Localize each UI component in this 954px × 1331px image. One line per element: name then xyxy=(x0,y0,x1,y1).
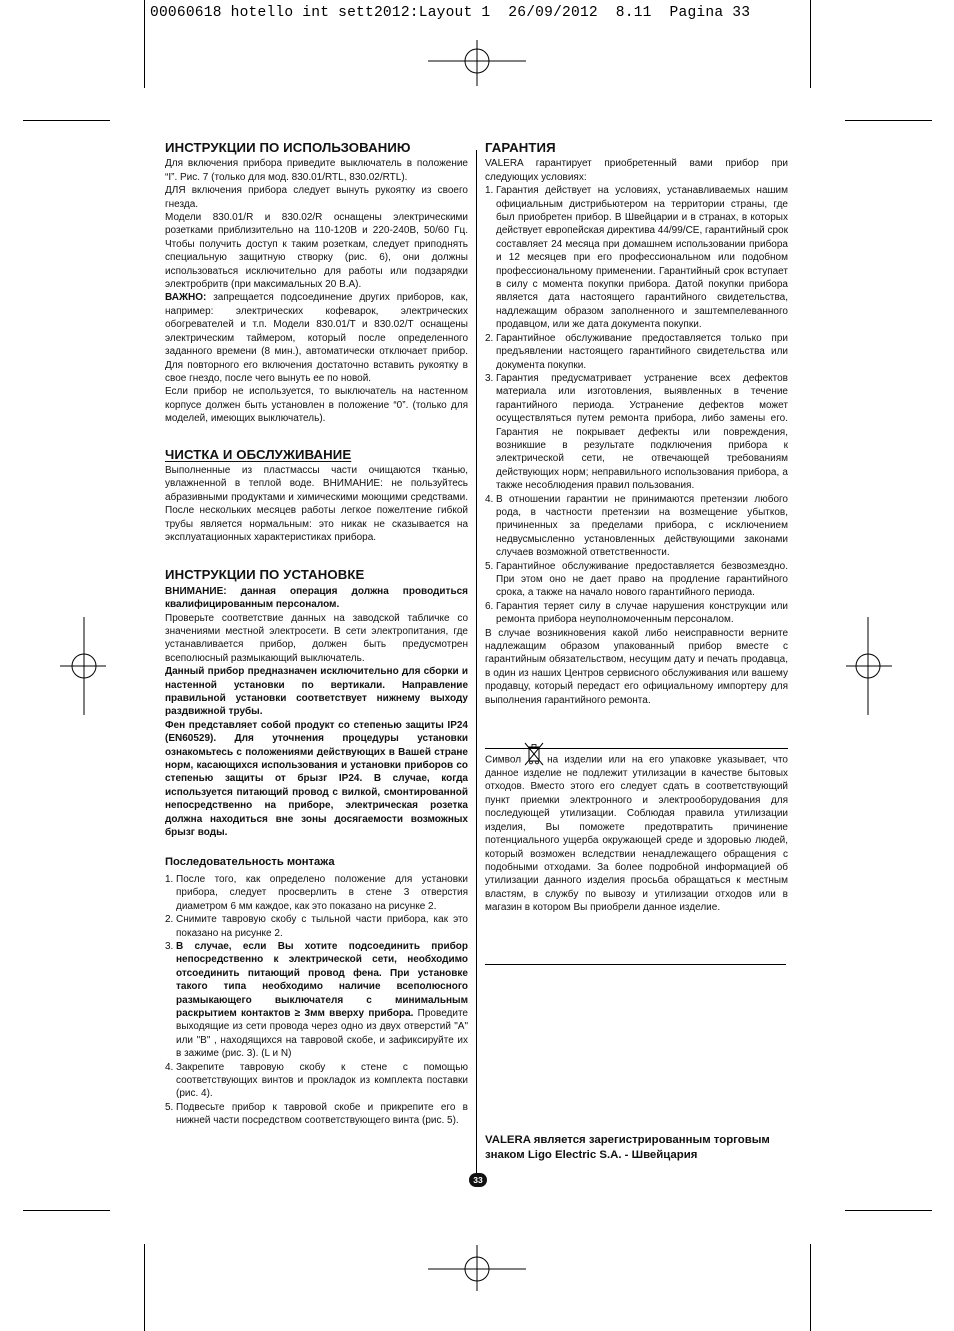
page-number: 33 xyxy=(469,1173,487,1187)
installation-paragraph: Проверьте соответствие данных на заводской табличке со значениями местной электросети. В сети электропитания, где устанавливается прибор, должен быть предусмотрен всеполюсный размыкающий выключатель. xyxy=(165,612,468,664)
installation-warning: ВНИМАНИЕ: данная операция должна проводиться квалифицированным персоналом. xyxy=(165,585,468,611)
registration-mark-bottom xyxy=(428,1245,526,1291)
warranty-outro: В случае возникновения какой либо неисправности верните надлежащим образом упакованный прибор вместе с гарантийным обязательством, несущим дату и печать продавца, в один из наших Центров сервисного обслуживания или вашему продавцу, который передаст его официальному импортеру для выполнения гарантийного ремонта. xyxy=(485,627,788,706)
list-item: 5. Подвесьте прибор к тавровой скобе и прикрепите его в нижней части посредством соответствующего винта (рис. 5). xyxy=(165,1101,468,1127)
warranty-intro: VALERA гарантирует приобретенный вами прибор при следующих условиях: xyxy=(485,158,788,183)
section-title-cleaning: ЧИСТКА И ОБСЛУЖИВАНИЕ xyxy=(165,446,352,462)
list-item: 2. Снимите тавровую скобу с тыльной части прибора, как это показано на рисунке 2. xyxy=(165,914,468,939)
usage-paragraph: ДЛЯ включения прибора следует вынуть рукоятку из своего гнезда. xyxy=(165,185,468,210)
crop-mark xyxy=(845,120,932,121)
warranty-terms xyxy=(485,184,788,626)
left-column xyxy=(165,141,468,1128)
section-title-usage: ИНСТРУКЦИИ ПО ИСПОЛЬЗОВАНИЮ xyxy=(165,140,411,155)
important-label: ВАЖНО: xyxy=(165,292,207,304)
section-title-installation: ИНСТРУКЦИИ ПО УСТАНОВКЕ xyxy=(165,567,365,583)
installation-paragraph-bold: Данный прибор предназначен исключительно для сборки и настенной установки по вертикали. Направление правильной установки соответствует нижнему выходу раздвижной трубы. xyxy=(165,666,468,718)
usage-paragraph: Если прибор не используется, то выключатель на настенном корпусе должен быть установлен в положение “0”. (только для моделей, имеющих выключатель). xyxy=(165,386,468,425)
list-item: 3. В случае, если Вы хотите подсоединить прибор непосредственно к электрической сети, необходимо отсоединить питающий провод фена. При установке такого типа необходимо наличие всеполюсного размыкающего выключателя с минимальным раскрытием контактов ≥ 3мм вверху прибора. Проведите выходящие из сети провода через одно из двух отверстий "A" или "B" , находящихся на тавровой скобе, и зафиксируйте их в зажиме (рис. 3). (L и N) xyxy=(165,940,468,1060)
crop-mark xyxy=(810,1244,811,1331)
mounting-steps xyxy=(165,873,468,1128)
crop-mark xyxy=(845,1210,932,1211)
registration-mark-right xyxy=(846,617,892,715)
usage-important xyxy=(165,291,468,385)
crop-mark xyxy=(23,1210,110,1211)
column-divider xyxy=(476,150,477,1180)
list-item: 2. Гарантийное обслуживание предоставляется только при предъявлении настоящего гарантийного свидетельства или документа покупки. xyxy=(485,332,788,371)
trademark-notice: VALERA является зарегистрированным торговым знаком Ligo Electric S.A. - Швейцария xyxy=(485,1134,770,1161)
list-item: 4. Закрепите тавровую скобу к стене с помощью соответствующих винтов и прокладок из комплекта поставки (рис. 4). xyxy=(165,1061,468,1100)
registration-mark-top xyxy=(428,40,526,86)
crop-mark xyxy=(23,120,110,121)
list-item: 4. В отношении гарантии не принимаются претензии любого рода, в частности претензии на возмещение убытков, причиненных за пределами прибора, с исключением недвусмысленно установленных действующими законами случаев возможной ответственности. xyxy=(485,493,788,559)
section-title-mounting: Последовательность монтажа xyxy=(165,855,335,868)
list-item: 5. Гарантийное обслуживание предоставляется безвозмездно. При этом оно не дает право на продление гарантийного срока, а также на начало нового гарантийного периода. xyxy=(485,560,788,599)
section-title-warranty: ГАРАНТИЯ xyxy=(485,140,556,155)
crop-mark xyxy=(810,0,811,88)
important-text: запрещается подсоединение других приборов, как, например: электрических кофеварок, электрических обогревателей и т.п. Модели 830.01/T и 830.02/T оснащены электрическим таймером, который после определенного заданного времени (8 мин.), автоматически отключает прибор. Для повторного его включения достаточно вставить рукоятку в свое гнездо, после чего вынуть ее по новой. xyxy=(165,292,468,384)
usage-paragraph: Модели 830.01/R и 830.02/R оснащены электрическими розетками приблизительно на 110-120В и 220-240В, 50/60 Гц. Чтобы получить доступ к таким розеткам, следует приподнять специальную защитную створку (рис. 6), они должны использоваться исключительно для работы или подзарядки электробритв (при максимальных 20 В.А). xyxy=(165,212,468,291)
weee-notice: Символ на изделии или на его упаковке указывает, что данное изделие не подлежит утилизации в качестве бытовых отходов. Вместо этого его следует сдать в соответствующий пункт приемки электронного и электрооборудования для последующей утилизации. Соблюдая правила утилизации изделия, Вы поможете предотвратить причинение потенциального ущерба окружающей среде и здоровью людей, который возможен вследствии ненадлежащего обращения с подобными отходами. За более подробной информацией об утилизации данного изделия просьба обращаться к местным властям, в службу по вывозу и утилизации отходов или в магазин в котором Вы приобрели данное изделие. xyxy=(485,741,788,914)
print-slug: 00060618 hotello int sett2012:Layout 1 26/09/2012 8.11 Pagina 33 xyxy=(150,5,751,21)
weee-divider-top xyxy=(485,748,788,749)
crop-mark xyxy=(144,0,145,88)
cleaning-paragraph: Выполненные из пластмассы части очищаются тканью, увлажненной в теплой воде. ВНИМАНИЕ: не пользуйтесь абразивными продуктами и химическими моющими средствами. После нескольких месяцев работы легкое пожелтение гибкой трубы является нормальным: это никак не сказывается на эксплуатационных характеристиках прибора. xyxy=(165,464,468,543)
registration-mark-left xyxy=(60,617,106,715)
weee-divider-bottom xyxy=(485,964,786,965)
crossed-bin-icon xyxy=(523,741,545,767)
list-item: 6. Гарантия теряет силу в случае нарушения конструкции или ремонта прибора неуполномоченным персоналом. xyxy=(485,600,788,626)
list-item: 3. Гарантия предусматривает устранение всех дефектов материала или изготовления, выявленных в течение гарантийного периода. Устранение дефектов может осуществляться путем ремонта прибора, либо замены его. Гарантия не покрывает дефекты или повреждения, возникшие в результате подключения прибора к электрической сети, не отвечающей требованиям действующих норм; неправильного использования прибора, а также несоблюдения правил пользования. xyxy=(485,372,788,492)
crop-mark xyxy=(144,1244,145,1331)
list-item: 1. Гарантия действует на условиях, устанавливаемых нашим официальным дистрибьютером на территории страны, где был приобретен прибор. В Швейцарии и в странах, в которых действует европейская директива 44/99/CE, гарантийный срок составляет 24 месяца при домашнем использовании прибора и 12 месяцев при его профессиональном или подобном профессиональному применении. Гарантийный срок вступает в силу с момента покупки прибора. Датой покупки прибора является дата настоящего гарантийного свидетельства, надлежащим образом заполненного и заштемпелеванного продавцом, или же дата документа покупки. xyxy=(485,185,788,331)
installation-paragraph-bold: Фен представляет собой продукт со степенью защиты IP24 (EN60529). Для уточнения процедуры установки ознакомьтесь с положениями действующих в Вашей стране норм, касающихся использования и установки приборов со степенью защиты от брызг IP24. В случае, когда используется питающий провод с вилкой, смонтированной непосредственно на приборе, электрическая розетка должна находиться вне зоны досягаемости возможных брызг воды. xyxy=(165,719,468,839)
right-column xyxy=(485,141,788,915)
list-item: 1. После того, как определено положение для установки прибора, следует просверлить в стене 3 отверстия диаметром 6 мм каждое, как это показано на рисунке 2. xyxy=(165,873,468,912)
usage-paragraph: Для включения прибора приведите выключатель в положение “I”. Рис. 7 (только для мод. 830.01/RTL, 830.02/RTL). xyxy=(165,158,468,183)
